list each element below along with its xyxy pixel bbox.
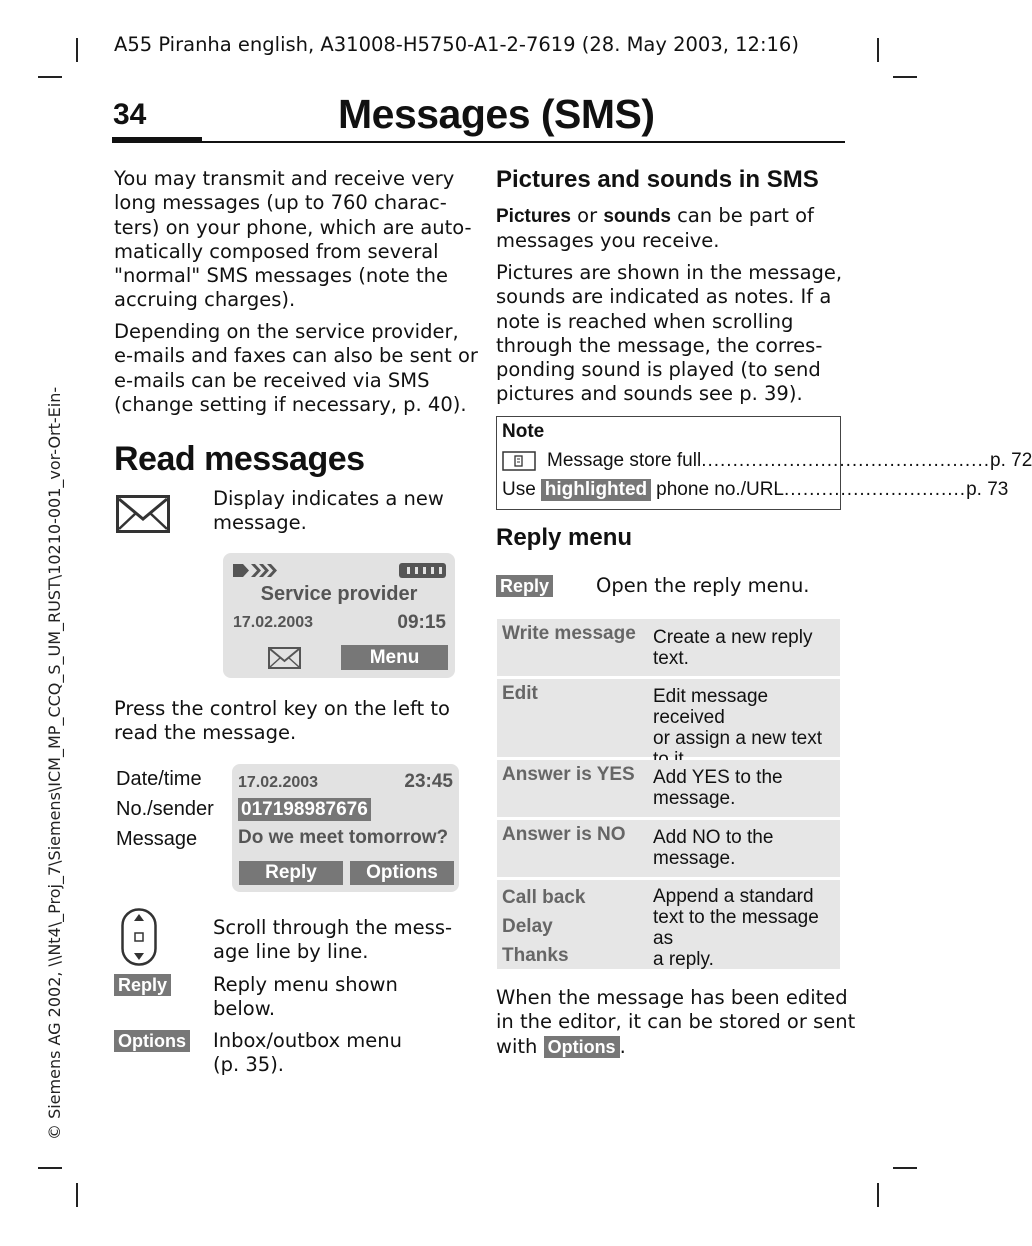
envelope-icon bbox=[116, 495, 170, 537]
reply-option-row[interactable] bbox=[497, 880, 840, 969]
read-messages-heading: Read messages bbox=[114, 440, 365, 478]
header-rule bbox=[112, 141, 845, 143]
crop-mark bbox=[877, 1183, 879, 1207]
pictures-paragraph-1: Pictures or sounds can be part of messages you receive. bbox=[496, 204, 814, 253]
message-text: Do we meet tomorrow? bbox=[238, 827, 449, 848]
battery-icon bbox=[399, 563, 447, 582]
reply-menu-shown-text: Reply menu shown below. bbox=[213, 973, 398, 1021]
reply-key: Reply bbox=[496, 575, 553, 597]
crop-mark bbox=[76, 1183, 78, 1207]
reply-option-description: Add NO to the message. bbox=[653, 827, 774, 869]
crop-mark bbox=[877, 38, 879, 62]
options-key: Options bbox=[544, 1036, 620, 1058]
press-control-key-text: Press the control key on the left to read the message. bbox=[114, 697, 450, 745]
crop-mark bbox=[893, 76, 917, 78]
leader-dots: ............................. bbox=[784, 479, 967, 500]
inbox-outbox-text: Inbox/outbox menu (p. 35). bbox=[213, 1029, 403, 1077]
intro-paragraph-2: Depending on the service provider, e-mails and faxes can also be sent or e-mails can be received via SMS (change setting if necessary, p. 40). bbox=[114, 320, 478, 416]
reply-option-description: Append a standard text to the message as a reply. bbox=[653, 886, 819, 970]
pictures-paragraph-2: Pictures are shown in the message, sounds are indicated as notes. If a note is reached when scrolling through the message, the corres- ponding sound is played (to send pictures and sounds see p. 39). bbox=[496, 261, 843, 406]
page-title: Messages (SMS) bbox=[338, 91, 655, 137]
document-id-line: A55 Piranha english, A31008-H5750-A1-2-7619 (28. May 2003, 12:16) bbox=[114, 33, 799, 56]
crop-mark bbox=[76, 38, 78, 62]
reply-option-label: Answer is NO bbox=[502, 824, 626, 845]
reply-option-description: Edit message received or assign a new text bbox=[653, 686, 822, 749]
label-message: Message bbox=[116, 828, 198, 850]
reply-option-description: Add YES to the message. bbox=[653, 767, 783, 809]
reply-option-row[interactable] bbox=[497, 619, 840, 676]
reply-option-label: Call back Delay Thanks bbox=[502, 887, 586, 966]
note-line-1: Message store full .............................................. p. 72 bbox=[547, 450, 1032, 471]
display-time: 09:15 bbox=[397, 612, 446, 633]
reply-option-row[interactable] bbox=[497, 820, 840, 877]
crop-mark bbox=[38, 76, 62, 78]
reply-option-label: Write message bbox=[502, 623, 636, 644]
reply-option-description: Create a new reply text. bbox=[653, 627, 813, 669]
reply-option-row[interactable] bbox=[497, 760, 840, 817]
signal-strength-icon bbox=[233, 563, 281, 582]
message-time: 23:45 bbox=[404, 771, 453, 792]
page-number: 34 bbox=[113, 98, 147, 131]
note-title: Note bbox=[502, 421, 545, 442]
menu-softkey[interactable]: Menu bbox=[341, 645, 448, 670]
crop-mark bbox=[38, 1167, 62, 1169]
label-date-time: Date/time bbox=[116, 768, 202, 790]
label-number-sender: No./sender bbox=[116, 798, 214, 820]
closing-paragraph: When the message has been edited in the editor, it can be stored or sent with Options . bbox=[496, 986, 856, 1058]
highlighted-key: highlighted bbox=[541, 479, 651, 501]
provider-name: Service provider bbox=[260, 583, 418, 605]
phone-display-new-message bbox=[223, 553, 455, 678]
pictures-sounds-heading: Pictures and sounds in SMS bbox=[496, 166, 819, 193]
leader-dots: .............................................. bbox=[701, 450, 991, 471]
control-key-icon bbox=[121, 908, 157, 970]
note-box bbox=[496, 416, 1032, 510]
crop-mark bbox=[893, 1167, 917, 1169]
reply-menu-heading: Reply menu bbox=[496, 524, 633, 551]
display-indicates-text: Display indicates a new message. bbox=[213, 487, 444, 535]
phone-display-message-view bbox=[232, 764, 459, 892]
reply-option-row[interactable] bbox=[497, 679, 840, 757]
message-date: 17.02.2003 bbox=[238, 774, 319, 791]
intro-paragraph-1: You may transmit and receive very long messages (up to 760 charac- ters) on your phone, which are auto- matically composed from several "normal" SMS messages (note the accruing charges). bbox=[114, 167, 472, 312]
envelope-icon bbox=[268, 647, 301, 673]
options-softkey[interactable]: Options bbox=[350, 861, 454, 885]
reply-key: Reply bbox=[114, 974, 171, 996]
options-key: Options bbox=[114, 1030, 190, 1052]
display-date: 17.02.2003 bbox=[233, 614, 314, 631]
open-reply-menu-text: Open the reply menu. bbox=[596, 574, 810, 597]
scroll-text: Scroll through the mess- age line by line. bbox=[213, 916, 453, 964]
reply-option-label: Answer is YES bbox=[502, 764, 635, 785]
sender-number: 017198987676 bbox=[238, 798, 371, 821]
note-line-2: Use highlighted phone no./URL ............................. p. 73 bbox=[502, 479, 1009, 500]
side-copyright-note: © Siemens AG 2002, \\Nt4\_Proj_7\Siemens\ICM_MP_CCQ_S_UM_RUST\10210-001_vor-Ort-Ein- bbox=[45, 386, 64, 1140]
reply-option-label: Edit bbox=[502, 683, 538, 704]
memory-full-icon bbox=[502, 451, 536, 475]
reply-softkey[interactable]: Reply bbox=[239, 861, 343, 885]
